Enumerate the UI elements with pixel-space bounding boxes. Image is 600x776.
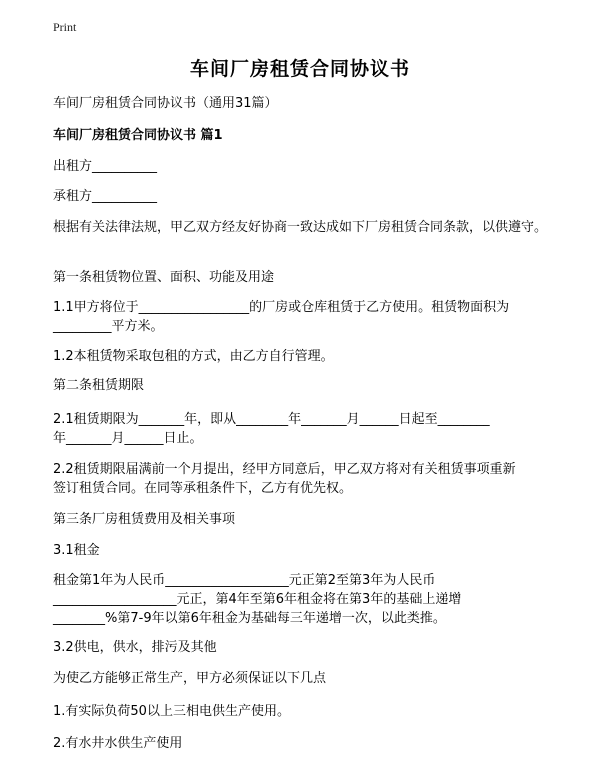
document-title: 车间厂房租赁合同协议书 <box>189 58 410 80</box>
clause-1-1-line-2: _________平方米。 <box>53 319 164 334</box>
clause-2-1-line-1: 2.1租赁期限为_______年，即从________年_______月______日起至________ <box>53 412 490 427</box>
lessor-line: 出租方__________ <box>53 159 158 174</box>
lessee-line: 承租方__________ <box>53 189 158 204</box>
article-2-title: 第二条租赁期限 <box>53 378 145 393</box>
rent-line-1: 租金第1年为人民币___________________元正第2至第3年为人民币 <box>53 573 436 588</box>
article-3-title: 第三条厂房租赁费用及相关事项 <box>53 512 236 527</box>
intro-paragraph: 根据有关法律法规，甲乙双方经友好协商一致达成如下厂房租赁合同条款，以供遵守。 <box>53 220 548 235</box>
clause-3-1-title: 3.1租金 <box>53 543 100 558</box>
document-subtitle: 车间厂房租赁合同协议书（通用31篇） <box>53 96 278 111</box>
clause-1-1-line-1: 1.1甲方将位于_________________的厂房或仓库租赁于乙方使用。租赁物面积为 <box>53 300 510 315</box>
print-link[interactable]: Print <box>53 20 77 34</box>
section-heading: 车间厂房租赁合同协议书 篇1 <box>53 128 223 143</box>
rent-line-2: ___________________元正，第4年至第6年租金将在第3年的基础上递增 <box>53 592 462 607</box>
clause-3-2-intro: 为使乙方能够正常生产，甲方必须保证以下几点 <box>53 671 327 686</box>
article-1-title: 第一条租赁物位置、面积、功能及用途 <box>53 270 275 285</box>
clause-3-2-title: 3.2供电，供水，排污及其他 <box>53 640 217 655</box>
clause-2-1-line-2: 年_______月______日止。 <box>53 431 203 446</box>
list-item: 2.有水井水供生产使用 <box>53 736 183 751</box>
rent-line-3: ________%第7-9年以第6年租金为基础每三年递增一次，以此类推。 <box>53 611 446 626</box>
clause-2-2-line-2: 签订租赁合同。在同等承租条件下，乙方有优先权。 <box>53 481 353 496</box>
list-item: 1.有实际负荷50以上三相电供生产使用。 <box>53 704 290 719</box>
clause-1-2: 1.2本租赁物采取包租的方式，由乙方自行管理。 <box>53 349 334 364</box>
clause-2-2-line-1: 2.2租赁期限届满前一个月提出，经甲方同意后，甲乙双方将对有关租赁事项重新 <box>53 462 516 477</box>
